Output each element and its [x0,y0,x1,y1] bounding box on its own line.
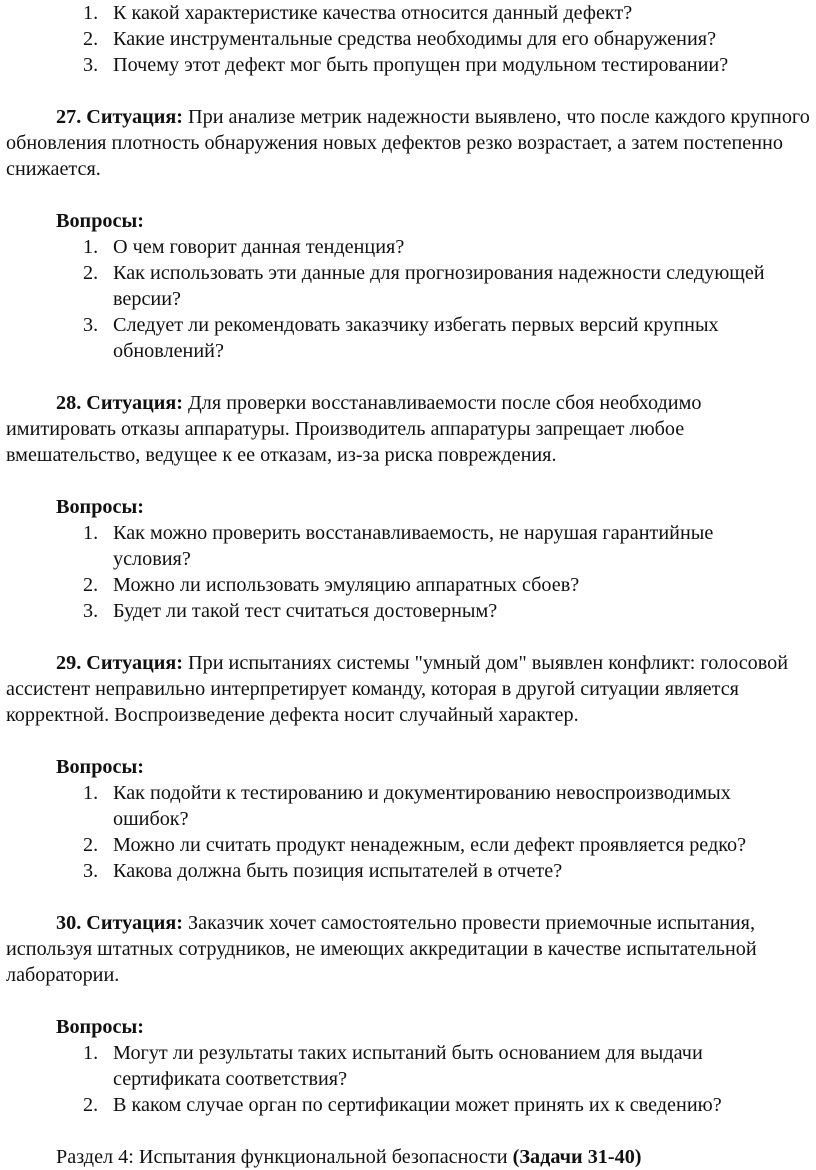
list-text: Могут ли результаты таких испытаний быть основанием для выдачи сертификата соответствия? [113,1042,703,1090]
list-item [0,26,816,52]
list-number: 3. [83,860,99,882]
situation-label: 30. Ситуация: [56,912,183,934]
list-item [0,780,816,832]
list-number: 3. [83,54,99,76]
list-item [0,1092,816,1118]
list-text: Можно ли использовать эмуляцию аппаратных сбоев? [113,574,580,596]
situation-27 [0,104,816,364]
list-text: Какова должна быть позиция испытателей в отчете? [113,860,563,882]
list-item [0,312,816,364]
situation-text: Заказчик хочет самостоятельно провести приемочные испытания, используя штатных сотрудников, не имеющих аккредитации в качестве испытательной лаборатории. [6,912,757,986]
list-number: 1. [83,2,99,24]
section-heading-text: Раздел 4: Испытания функциональной безопасности [56,1146,513,1168]
section-heading-bold: (Задачи 31-40) [512,1146,642,1168]
list-number: 2. [83,262,99,284]
situation-paragraph [0,390,816,468]
situation-label: 29. Ситуация: [56,652,183,674]
list-number: 3. [83,600,99,622]
list-text: Какие инструментальные средства необходимы для его обнаружения? [113,28,717,50]
situation-paragraph [0,650,816,728]
list-number: 1. [83,782,99,804]
situation-28 [0,390,816,624]
list-text: Как использовать эти данные для прогнозирования надежности следующей версии? [113,262,765,310]
questions-list [0,234,816,364]
situation-paragraph [0,104,816,182]
list-text: К какой характеристике качества относится данный дефект? [113,2,633,24]
questions-list [0,780,816,884]
situation-label: 27. Ситуация: [56,106,183,128]
list-text: Как подойти к тестированию и документированию невоспроизводимых ошибок? [113,782,731,830]
list-text: В каком случае орган по сертификации может принять их к сведению? [113,1094,722,1116]
list-number: 2. [83,1094,99,1116]
list-item [0,858,816,884]
questions-heading: Вопросы: [56,756,144,778]
list-item [0,234,816,260]
questions-heading: Вопросы: [56,496,144,518]
list-text: Следует ли рекомендовать заказчику избегать первых версий крупных обновлений? [113,314,719,362]
list-item [0,572,816,598]
list-item [0,260,816,312]
section-heading [0,1144,816,1170]
questions-list [0,520,816,624]
list-number: 2. [83,834,99,856]
questions-list [0,1040,816,1118]
questions-heading: Вопросы: [56,1016,144,1038]
list-number: 2. [83,28,99,50]
situation-29 [0,650,816,884]
list-text: Можно ли считать продукт ненадежным, если дефект проявляется редко? [113,834,747,856]
situation-paragraph [0,910,816,988]
list-item [0,52,816,78]
situation-text: При испытаниях системы "умный дом" выявлен конфликт: голосовой ассистент неправильно интерпретирует команду, которая в другой ситуации является корректной. Воспроизведение дефекта носит случайный характер. [6,652,789,726]
list-item [0,598,816,624]
list-text: О чем говорит данная тенденция? [113,236,405,258]
list-text: Будет ли такой тест считаться достоверным? [113,600,498,622]
list-item [0,520,816,572]
list-text: Как можно проверить восстанавливаемость, не нарушая гарантийные условия? [113,522,714,570]
questions-heading: Вопросы: [56,210,144,232]
list-item [0,0,816,26]
situation-text: При анализе метрик надежности выявлено, что после каждого крупного обновления плотность обнаружения новых дефектов резко возрастает, а затем постепенно снижается. [6,106,810,180]
situation-label: 28. Ситуация: [56,392,183,414]
list-item [0,1040,816,1092]
situation-30 [0,910,816,1118]
list-number: 1. [83,522,99,544]
situation-text: Для проверки восстанавливаемости после сбоя необходимо имитировать отказы аппаратуры. Производитель аппаратуры запрещает любое вмешательство, ведущее к ее отказам, из-за риска повреждения. [6,392,702,466]
list-item [0,832,816,858]
list-number: 3. [83,314,99,336]
list-number: 1. [83,1042,99,1064]
list-number: 1. [83,236,99,258]
intro-questions-list [0,0,816,78]
list-number: 2. [83,574,99,596]
list-text: Почему этот дефект мог быть пропущен при модульном тестировании? [113,54,729,76]
